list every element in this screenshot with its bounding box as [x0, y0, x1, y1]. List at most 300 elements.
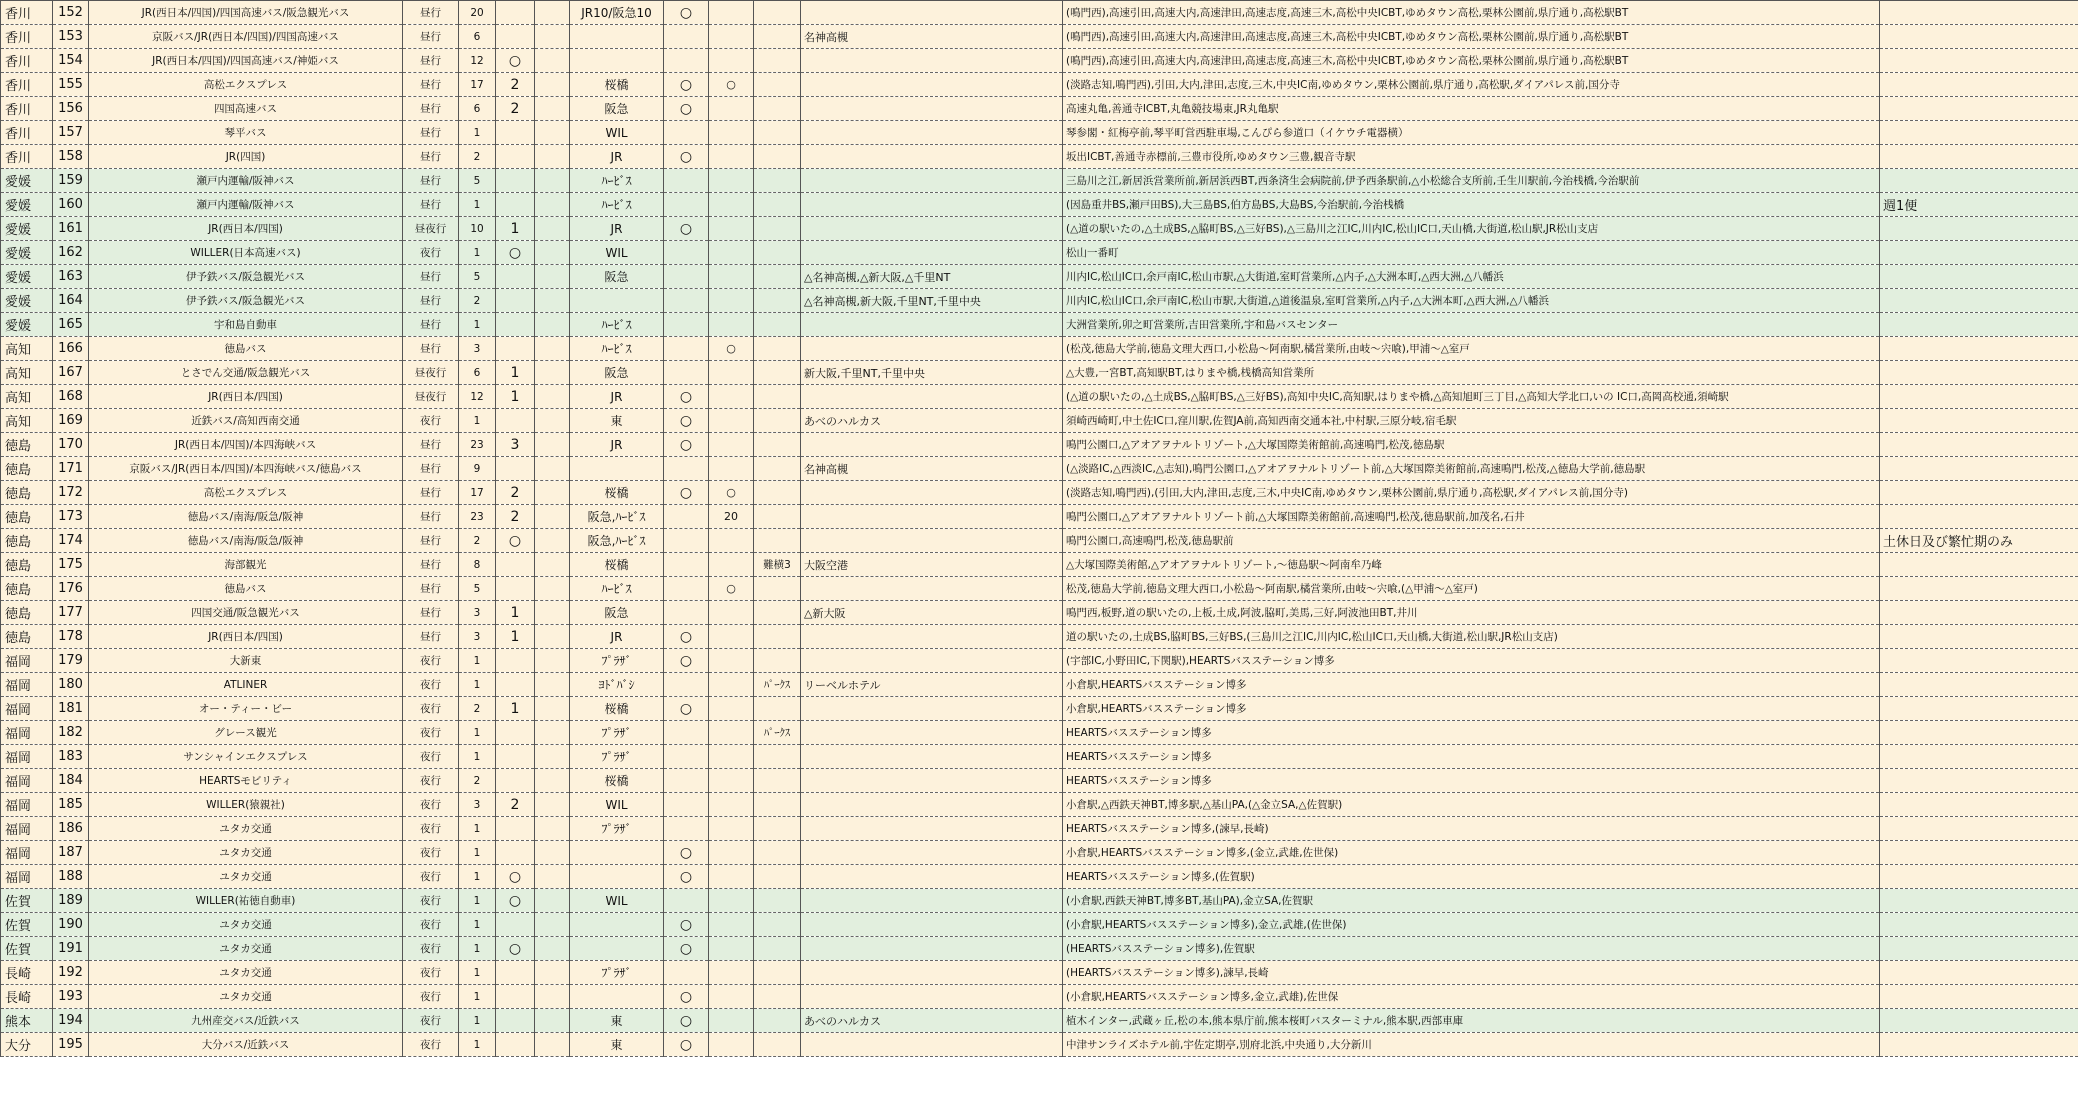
operator-cell[interactable]: 近鉄バス/高知西南交通: [89, 409, 403, 433]
mark-cell-1[interactable]: [496, 1033, 535, 1057]
stop-origin-cell[interactable]: [801, 121, 1063, 145]
stops-cell[interactable]: 鳴門公園口,高速鳴門,松茂,徳島駅前: [1063, 529, 1880, 553]
note-cell[interactable]: [1880, 841, 2078, 865]
stop-origin-cell[interactable]: [801, 985, 1063, 1009]
time-type-cell[interactable]: 夜行: [403, 793, 459, 817]
stop-origin-cell[interactable]: [801, 937, 1063, 961]
prefecture-cell[interactable]: 福岡: [1, 769, 53, 793]
prefecture-cell[interactable]: 福岡: [1, 721, 53, 745]
trip-count-cell[interactable]: 1: [459, 841, 496, 865]
operator-cell[interactable]: 伊予鉄バス/阪急観光バス: [89, 265, 403, 289]
stops-cell[interactable]: 鳴門西,板野,道の駅いたの,上板,土成,阿波,脇町,美馬,三好,阿波池田BT,井川: [1063, 601, 1880, 625]
time-type-cell[interactable]: 昼行: [403, 73, 459, 97]
prefecture-cell[interactable]: 愛媛: [1, 193, 53, 217]
mark-cell-7[interactable]: [754, 145, 801, 169]
mark-cell-6[interactable]: [709, 313, 754, 337]
time-type-cell[interactable]: 昼行: [403, 433, 459, 457]
mark-cell-2[interactable]: [535, 745, 570, 769]
stops-cell[interactable]: 小倉駅,△西鉄天神BT,博多駅,△基山PA,(△金立SA,△佐賀駅): [1063, 793, 1880, 817]
mark-cell-1[interactable]: [496, 985, 535, 1009]
mark-cell-5[interactable]: [664, 961, 709, 985]
operator-cell[interactable]: 九州産交バス/近鉄バス: [89, 1009, 403, 1033]
operator-cell[interactable]: 瀬戸内運輸/阪神バス: [89, 193, 403, 217]
terminal-cell[interactable]: ﾊｰﾋﾞｽ: [570, 193, 664, 217]
mark-cell-6[interactable]: [709, 817, 754, 841]
time-type-cell[interactable]: 夜行: [403, 649, 459, 673]
trip-count-cell[interactable]: 1: [459, 961, 496, 985]
terminal-cell[interactable]: ﾖﾄﾞﾊﾞｼ: [570, 673, 664, 697]
mark-cell-5[interactable]: [664, 265, 709, 289]
terminal-cell[interactable]: ﾊｰﾋﾞｽ: [570, 313, 664, 337]
time-type-cell[interactable]: 夜行: [403, 889, 459, 913]
operator-cell[interactable]: 徳島バス: [89, 577, 403, 601]
note-cell[interactable]: [1880, 865, 2078, 889]
mark-cell-6[interactable]: [709, 121, 754, 145]
stops-cell[interactable]: 鳴門公園口,△アオアヲナルトリゾート,△大塚国際美術館前,高速鳴門,松茂,徳島駅: [1063, 433, 1880, 457]
mark-cell-2[interactable]: [535, 361, 570, 385]
operator-cell[interactable]: オー・ティー・ビー: [89, 697, 403, 721]
time-type-cell[interactable]: 夜行: [403, 673, 459, 697]
mark-cell-1[interactable]: [496, 769, 535, 793]
stop-origin-cell[interactable]: [801, 1, 1063, 25]
prefecture-cell[interactable]: 愛媛: [1, 241, 53, 265]
prefecture-cell[interactable]: 愛媛: [1, 169, 53, 193]
terminal-cell[interactable]: 東: [570, 409, 664, 433]
time-type-cell[interactable]: 夜行: [403, 769, 459, 793]
trip-count-cell[interactable]: 2: [459, 289, 496, 313]
prefecture-cell[interactable]: 福岡: [1, 697, 53, 721]
terminal-cell[interactable]: [570, 865, 664, 889]
mark-cell-7[interactable]: [754, 529, 801, 553]
terminal-cell[interactable]: WIL: [570, 121, 664, 145]
trip-count-cell[interactable]: 9: [459, 457, 496, 481]
prefecture-cell[interactable]: 徳島: [1, 505, 53, 529]
operator-cell[interactable]: グレース観光: [89, 721, 403, 745]
stops-cell[interactable]: 高速丸亀,善通寺ICBT,丸亀競技場東,JR丸亀駅: [1063, 97, 1880, 121]
trip-count-cell[interactable]: 17: [459, 73, 496, 97]
time-type-cell[interactable]: 夜行: [403, 841, 459, 865]
stop-origin-cell[interactable]: [801, 649, 1063, 673]
stop-origin-cell[interactable]: リーベルホテル: [801, 673, 1063, 697]
mark-cell-2[interactable]: [535, 529, 570, 553]
prefecture-cell[interactable]: 香川: [1, 1, 53, 25]
mark-cell-7[interactable]: [754, 97, 801, 121]
mark-cell-2[interactable]: [535, 697, 570, 721]
prefecture-cell[interactable]: 愛媛: [1, 217, 53, 241]
mark-cell-5[interactable]: ○: [664, 1, 709, 25]
mark-cell-5[interactable]: [664, 49, 709, 73]
mark-cell-5[interactable]: [664, 121, 709, 145]
note-cell[interactable]: [1880, 265, 2078, 289]
trip-count-cell[interactable]: 1: [459, 937, 496, 961]
prefecture-cell[interactable]: 福岡: [1, 745, 53, 769]
time-type-cell[interactable]: 夜行: [403, 937, 459, 961]
mark-cell-6[interactable]: [709, 145, 754, 169]
mark-cell-7[interactable]: ﾊﾟｰｸｽ: [754, 673, 801, 697]
note-cell[interactable]: [1880, 481, 2078, 505]
mark-cell-6[interactable]: [709, 385, 754, 409]
note-cell[interactable]: [1880, 145, 2078, 169]
operator-cell[interactable]: ユタカ交通: [89, 985, 403, 1009]
stop-origin-cell[interactable]: [801, 529, 1063, 553]
prefecture-cell[interactable]: 徳島: [1, 433, 53, 457]
mark-cell-5[interactable]: [664, 745, 709, 769]
stops-cell[interactable]: △大塚国際美術館,△アオアヲナルトリゾート,〜徳島駅〜阿南牟乃峰: [1063, 553, 1880, 577]
time-type-cell[interactable]: 昼行: [403, 1, 459, 25]
mark-cell-5[interactable]: ○: [664, 73, 709, 97]
mark-cell-1[interactable]: ○: [496, 49, 535, 73]
note-cell[interactable]: [1880, 169, 2078, 193]
mark-cell-7[interactable]: [754, 265, 801, 289]
operator-cell[interactable]: JR(西日本/四国): [89, 385, 403, 409]
time-type-cell[interactable]: 昼行: [403, 169, 459, 193]
operator-cell[interactable]: WILLER(祐徳自動車): [89, 889, 403, 913]
stop-origin-cell[interactable]: △名神高槻,△新大阪,△千里NT: [801, 265, 1063, 289]
stops-cell[interactable]: (HEARTSバスステーション博多),佐賀駅: [1063, 937, 1880, 961]
prefecture-cell[interactable]: 香川: [1, 97, 53, 121]
stops-cell[interactable]: 小倉駅,HEARTSバスステーション博多: [1063, 673, 1880, 697]
prefecture-cell[interactable]: 熊本: [1, 1009, 53, 1033]
trip-count-cell[interactable]: 2: [459, 529, 496, 553]
terminal-cell[interactable]: ﾊｰﾋﾞｽ: [570, 169, 664, 193]
mark-cell-7[interactable]: 難横3: [754, 553, 801, 577]
mark-cell-5[interactable]: ○: [664, 1033, 709, 1057]
trip-count-cell[interactable]: 1: [459, 313, 496, 337]
stop-origin-cell[interactable]: 大阪空港: [801, 553, 1063, 577]
mark-cell-2[interactable]: [535, 265, 570, 289]
mark-cell-6[interactable]: [709, 49, 754, 73]
mark-cell-1[interactable]: [496, 553, 535, 577]
mark-cell-6[interactable]: [709, 769, 754, 793]
note-cell[interactable]: 土休日及び繁忙期のみ: [1880, 529, 2078, 553]
stop-origin-cell[interactable]: [801, 481, 1063, 505]
note-cell[interactable]: [1880, 625, 2078, 649]
mark-cell-2[interactable]: [535, 145, 570, 169]
time-type-cell[interactable]: 昼夜行: [403, 385, 459, 409]
row-number-cell[interactable]: 154: [53, 49, 89, 73]
mark-cell-5[interactable]: [664, 361, 709, 385]
mark-cell-1[interactable]: [496, 817, 535, 841]
stop-origin-cell[interactable]: [801, 385, 1063, 409]
mark-cell-6[interactable]: [709, 457, 754, 481]
terminal-cell[interactable]: ﾌﾟﾗｻﾞ: [570, 817, 664, 841]
mark-cell-7[interactable]: [754, 577, 801, 601]
mark-cell-6[interactable]: [709, 289, 754, 313]
trip-count-cell[interactable]: 6: [459, 361, 496, 385]
mark-cell-5[interactable]: [664, 337, 709, 361]
mark-cell-7[interactable]: [754, 481, 801, 505]
mark-cell-7[interactable]: [754, 289, 801, 313]
mark-cell-5[interactable]: ○: [664, 985, 709, 1009]
mark-cell-2[interactable]: [535, 673, 570, 697]
time-type-cell[interactable]: 昼行: [403, 265, 459, 289]
prefecture-cell[interactable]: 高知: [1, 337, 53, 361]
stop-origin-cell[interactable]: [801, 697, 1063, 721]
terminal-cell[interactable]: JR: [570, 145, 664, 169]
trip-count-cell[interactable]: 17: [459, 481, 496, 505]
note-cell[interactable]: [1880, 433, 2078, 457]
stop-origin-cell[interactable]: [801, 193, 1063, 217]
trip-count-cell[interactable]: 23: [459, 505, 496, 529]
mark-cell-7[interactable]: [754, 25, 801, 49]
mark-cell-1[interactable]: 2: [496, 481, 535, 505]
prefecture-cell[interactable]: 香川: [1, 73, 53, 97]
mark-cell-7[interactable]: [754, 937, 801, 961]
stop-origin-cell[interactable]: [801, 169, 1063, 193]
prefecture-cell[interactable]: 福岡: [1, 817, 53, 841]
mark-cell-6[interactable]: [709, 793, 754, 817]
trip-count-cell[interactable]: 23: [459, 433, 496, 457]
mark-cell-7[interactable]: [754, 409, 801, 433]
mark-cell-5[interactable]: ○: [664, 865, 709, 889]
prefecture-cell[interactable]: 徳島: [1, 481, 53, 505]
mark-cell-6[interactable]: [709, 697, 754, 721]
note-cell[interactable]: [1880, 217, 2078, 241]
note-cell[interactable]: [1880, 1, 2078, 25]
prefecture-cell[interactable]: 高知: [1, 361, 53, 385]
row-number-cell[interactable]: 185: [53, 793, 89, 817]
operator-cell[interactable]: ATLINER: [89, 673, 403, 697]
trip-count-cell[interactable]: 12: [459, 49, 496, 73]
mark-cell-2[interactable]: [535, 553, 570, 577]
mark-cell-7[interactable]: [754, 49, 801, 73]
mark-cell-2[interactable]: [535, 1033, 570, 1057]
mark-cell-6[interactable]: [709, 97, 754, 121]
mark-cell-2[interactable]: [535, 409, 570, 433]
time-type-cell[interactable]: 昼行: [403, 337, 459, 361]
note-cell[interactable]: [1880, 961, 2078, 985]
trip-count-cell[interactable]: 1: [459, 721, 496, 745]
stops-cell[interactable]: (因島重井BS,瀬戸田BS),大三島BS,伯方島BS,大島BS,今治駅前,今治桟橋: [1063, 193, 1880, 217]
prefecture-cell[interactable]: 佐賀: [1, 889, 53, 913]
terminal-cell[interactable]: WIL: [570, 241, 664, 265]
stops-cell[interactable]: 須崎西崎町,中土佐IC口,窪川駅,佐賀JA前,高知西南交通本社,中村駅,三原分岐,宿毛駅: [1063, 409, 1880, 433]
mark-cell-2[interactable]: [535, 817, 570, 841]
trip-count-cell[interactable]: 1: [459, 817, 496, 841]
stop-origin-cell[interactable]: あべのハルカス: [801, 1009, 1063, 1033]
mark-cell-5[interactable]: [664, 193, 709, 217]
stop-origin-cell[interactable]: あべのハルカス: [801, 409, 1063, 433]
mark-cell-2[interactable]: [535, 481, 570, 505]
note-cell[interactable]: [1880, 49, 2078, 73]
terminal-cell[interactable]: [570, 985, 664, 1009]
mark-cell-6[interactable]: [709, 529, 754, 553]
mark-cell-5[interactable]: ○: [664, 409, 709, 433]
mark-cell-2[interactable]: [535, 1009, 570, 1033]
row-number-cell[interactable]: 192: [53, 961, 89, 985]
terminal-cell[interactable]: ﾌﾟﾗｻﾞ: [570, 745, 664, 769]
prefecture-cell[interactable]: 福岡: [1, 841, 53, 865]
row-number-cell[interactable]: 176: [53, 577, 89, 601]
trip-count-cell[interactable]: 1: [459, 745, 496, 769]
mark-cell-1[interactable]: [496, 265, 535, 289]
terminal-cell[interactable]: ﾌﾟﾗｻﾞ: [570, 961, 664, 985]
mark-cell-2[interactable]: [535, 721, 570, 745]
stops-cell[interactable]: (小倉駅,HEARTSバスステーション博多,金立,武雄),佐世保: [1063, 985, 1880, 1009]
stop-origin-cell[interactable]: [801, 745, 1063, 769]
stops-cell[interactable]: 松茂,徳島大学前,徳島文理大西口,小松島〜阿南駅,橘営業所,由岐〜宍喰,(△甲浦〜△室戸): [1063, 577, 1880, 601]
mark-cell-6[interactable]: [709, 1033, 754, 1057]
mark-cell-5[interactable]: [664, 769, 709, 793]
stop-origin-cell[interactable]: [801, 721, 1063, 745]
time-type-cell[interactable]: 昼夜行: [403, 361, 459, 385]
mark-cell-2[interactable]: [535, 769, 570, 793]
mark-cell-7[interactable]: [754, 241, 801, 265]
time-type-cell[interactable]: 夜行: [403, 1033, 459, 1057]
mark-cell-1[interactable]: 3: [496, 433, 535, 457]
stops-cell[interactable]: △大豊,一宮BT,高知駅BT,はりまや橋,桟橋高知営業所: [1063, 361, 1880, 385]
mark-cell-1[interactable]: [496, 841, 535, 865]
mark-cell-7[interactable]: [754, 1, 801, 25]
mark-cell-2[interactable]: [535, 337, 570, 361]
operator-cell[interactable]: 四国高速バス: [89, 97, 403, 121]
note-cell[interactable]: [1880, 241, 2078, 265]
stops-cell[interactable]: 中津サンライズホテル前,宇佐定期亭,別府北浜,中央通り,大分新川: [1063, 1033, 1880, 1057]
operator-cell[interactable]: 瀬戸内運輸/阪神バス: [89, 169, 403, 193]
stops-cell[interactable]: (小倉駅,西鉄天神BT,博多BT,基山PA),金立SA,佐賀駅: [1063, 889, 1880, 913]
prefecture-cell[interactable]: 佐賀: [1, 937, 53, 961]
mark-cell-1[interactable]: 2: [496, 97, 535, 121]
mark-cell-1[interactable]: 1: [496, 601, 535, 625]
stop-origin-cell[interactable]: [801, 337, 1063, 361]
trip-count-cell[interactable]: 1: [459, 121, 496, 145]
mark-cell-6[interactable]: [709, 409, 754, 433]
mark-cell-5[interactable]: [664, 529, 709, 553]
terminal-cell[interactable]: JR: [570, 433, 664, 457]
time-type-cell[interactable]: 昼行: [403, 145, 459, 169]
stops-cell[interactable]: 小倉駅,HEARTSバスステーション博多: [1063, 697, 1880, 721]
row-number-cell[interactable]: 165: [53, 313, 89, 337]
mark-cell-5[interactable]: ○: [664, 697, 709, 721]
mark-cell-5[interactable]: [664, 25, 709, 49]
mark-cell-7[interactable]: [754, 1009, 801, 1033]
mark-cell-5[interactable]: ○: [664, 97, 709, 121]
prefecture-cell[interactable]: 高知: [1, 385, 53, 409]
stops-cell[interactable]: 道の駅いたの,土成BS,脇町BS,三好BS,(三島川之江IC,川内IC,松山IC口,天山橋,大街道,松山駅,JR松山支店): [1063, 625, 1880, 649]
mark-cell-2[interactable]: [535, 169, 570, 193]
mark-cell-6[interactable]: [709, 841, 754, 865]
prefecture-cell[interactable]: 高知: [1, 409, 53, 433]
terminal-cell[interactable]: JR: [570, 217, 664, 241]
row-number-cell[interactable]: 194: [53, 1009, 89, 1033]
mark-cell-1[interactable]: 1: [496, 697, 535, 721]
mark-cell-5[interactable]: [664, 505, 709, 529]
operator-cell[interactable]: 高松エクスプレス: [89, 481, 403, 505]
row-number-cell[interactable]: 159: [53, 169, 89, 193]
stops-cell[interactable]: HEARTSバスステーション博多: [1063, 745, 1880, 769]
note-cell[interactable]: [1880, 985, 2078, 1009]
terminal-cell[interactable]: JR: [570, 625, 664, 649]
mark-cell-5[interactable]: ○: [664, 625, 709, 649]
mark-cell-1[interactable]: [496, 745, 535, 769]
stops-cell[interactable]: (松茂,徳島大学前,徳島文理大西口,小松島〜阿南駅,橘営業所,由岐〜宍喰),甲浦〜△室戸: [1063, 337, 1880, 361]
prefecture-cell[interactable]: 香川: [1, 121, 53, 145]
stop-origin-cell[interactable]: [801, 313, 1063, 337]
stop-origin-cell[interactable]: 新大阪,千里NT,千里中央: [801, 361, 1063, 385]
mark-cell-5[interactable]: [664, 889, 709, 913]
mark-cell-5[interactable]: ○: [664, 433, 709, 457]
stops-cell[interactable]: 植木インター,武蔵ヶ丘,松の本,熊本県庁前,熊本桜町バスターミナル,熊本駅,西部車庫: [1063, 1009, 1880, 1033]
terminal-cell[interactable]: [570, 913, 664, 937]
stop-origin-cell[interactable]: [801, 145, 1063, 169]
stop-origin-cell[interactable]: [801, 913, 1063, 937]
row-number-cell[interactable]: 182: [53, 721, 89, 745]
mark-cell-1[interactable]: [496, 673, 535, 697]
prefecture-cell[interactable]: 長崎: [1, 985, 53, 1009]
mark-cell-1[interactable]: ○: [496, 937, 535, 961]
terminal-cell[interactable]: ﾌﾟﾗｻﾞ: [570, 721, 664, 745]
stop-origin-cell[interactable]: [801, 577, 1063, 601]
row-number-cell[interactable]: 180: [53, 673, 89, 697]
operator-cell[interactable]: ユタカ交通: [89, 865, 403, 889]
mark-cell-7[interactable]: [754, 385, 801, 409]
mark-cell-1[interactable]: 1: [496, 385, 535, 409]
row-number-cell[interactable]: 156: [53, 97, 89, 121]
mark-cell-2[interactable]: [535, 505, 570, 529]
note-cell[interactable]: [1880, 649, 2078, 673]
operator-cell[interactable]: 京阪バス/JR(西日本/四国)/四国高速バス: [89, 25, 403, 49]
row-number-cell[interactable]: 167: [53, 361, 89, 385]
row-number-cell[interactable]: 175: [53, 553, 89, 577]
mark-cell-6[interactable]: [709, 721, 754, 745]
note-cell[interactable]: [1880, 409, 2078, 433]
mark-cell-5[interactable]: [664, 601, 709, 625]
mark-cell-6[interactable]: ○: [709, 481, 754, 505]
prefecture-cell[interactable]: 徳島: [1, 457, 53, 481]
mark-cell-7[interactable]: [754, 769, 801, 793]
trip-count-cell[interactable]: 3: [459, 337, 496, 361]
mark-cell-1[interactable]: [496, 193, 535, 217]
operator-cell[interactable]: 海部観光: [89, 553, 403, 577]
mark-cell-1[interactable]: ○: [496, 529, 535, 553]
row-number-cell[interactable]: 184: [53, 769, 89, 793]
prefecture-cell[interactable]: 徳島: [1, 529, 53, 553]
mark-cell-7[interactable]: [754, 745, 801, 769]
mark-cell-5[interactable]: ○: [664, 217, 709, 241]
time-type-cell[interactable]: 昼行: [403, 481, 459, 505]
mark-cell-6[interactable]: [709, 889, 754, 913]
mark-cell-1[interactable]: ○: [496, 889, 535, 913]
mark-cell-6[interactable]: [709, 985, 754, 1009]
time-type-cell[interactable]: 昼行: [403, 601, 459, 625]
operator-cell[interactable]: 伊予鉄バス/阪急観光バス: [89, 289, 403, 313]
stops-cell[interactable]: (鳴門西),高速引田,高速大内,高速津田,高速志度,高速三木,高松中央ICBT,ゆめタウン高松,栗林公園前,県庁通り,高松駅BT: [1063, 25, 1880, 49]
trip-count-cell[interactable]: 3: [459, 601, 496, 625]
row-number-cell[interactable]: 178: [53, 625, 89, 649]
mark-cell-2[interactable]: [535, 457, 570, 481]
operator-cell[interactable]: WILLER(日本高速バス): [89, 241, 403, 265]
row-number-cell[interactable]: 172: [53, 481, 89, 505]
mark-cell-7[interactable]: [754, 793, 801, 817]
mark-cell-2[interactable]: [535, 625, 570, 649]
mark-cell-6[interactable]: [709, 193, 754, 217]
row-number-cell[interactable]: 160: [53, 193, 89, 217]
mark-cell-7[interactable]: [754, 889, 801, 913]
mark-cell-5[interactable]: [664, 553, 709, 577]
operator-cell[interactable]: 徳島バス: [89, 337, 403, 361]
mark-cell-1[interactable]: 2: [496, 73, 535, 97]
mark-cell-2[interactable]: [535, 841, 570, 865]
stops-cell[interactable]: 大洲営業所,卯之町営業所,吉田営業所,宇和島バスセンター: [1063, 313, 1880, 337]
note-cell[interactable]: [1880, 361, 2078, 385]
row-number-cell[interactable]: 169: [53, 409, 89, 433]
mark-cell-6[interactable]: [709, 601, 754, 625]
terminal-cell[interactable]: 阪急: [570, 601, 664, 625]
prefecture-cell[interactable]: 福岡: [1, 673, 53, 697]
terminal-cell[interactable]: 桜橋: [570, 769, 664, 793]
mark-cell-7[interactable]: [754, 193, 801, 217]
note-cell[interactable]: [1880, 745, 2078, 769]
